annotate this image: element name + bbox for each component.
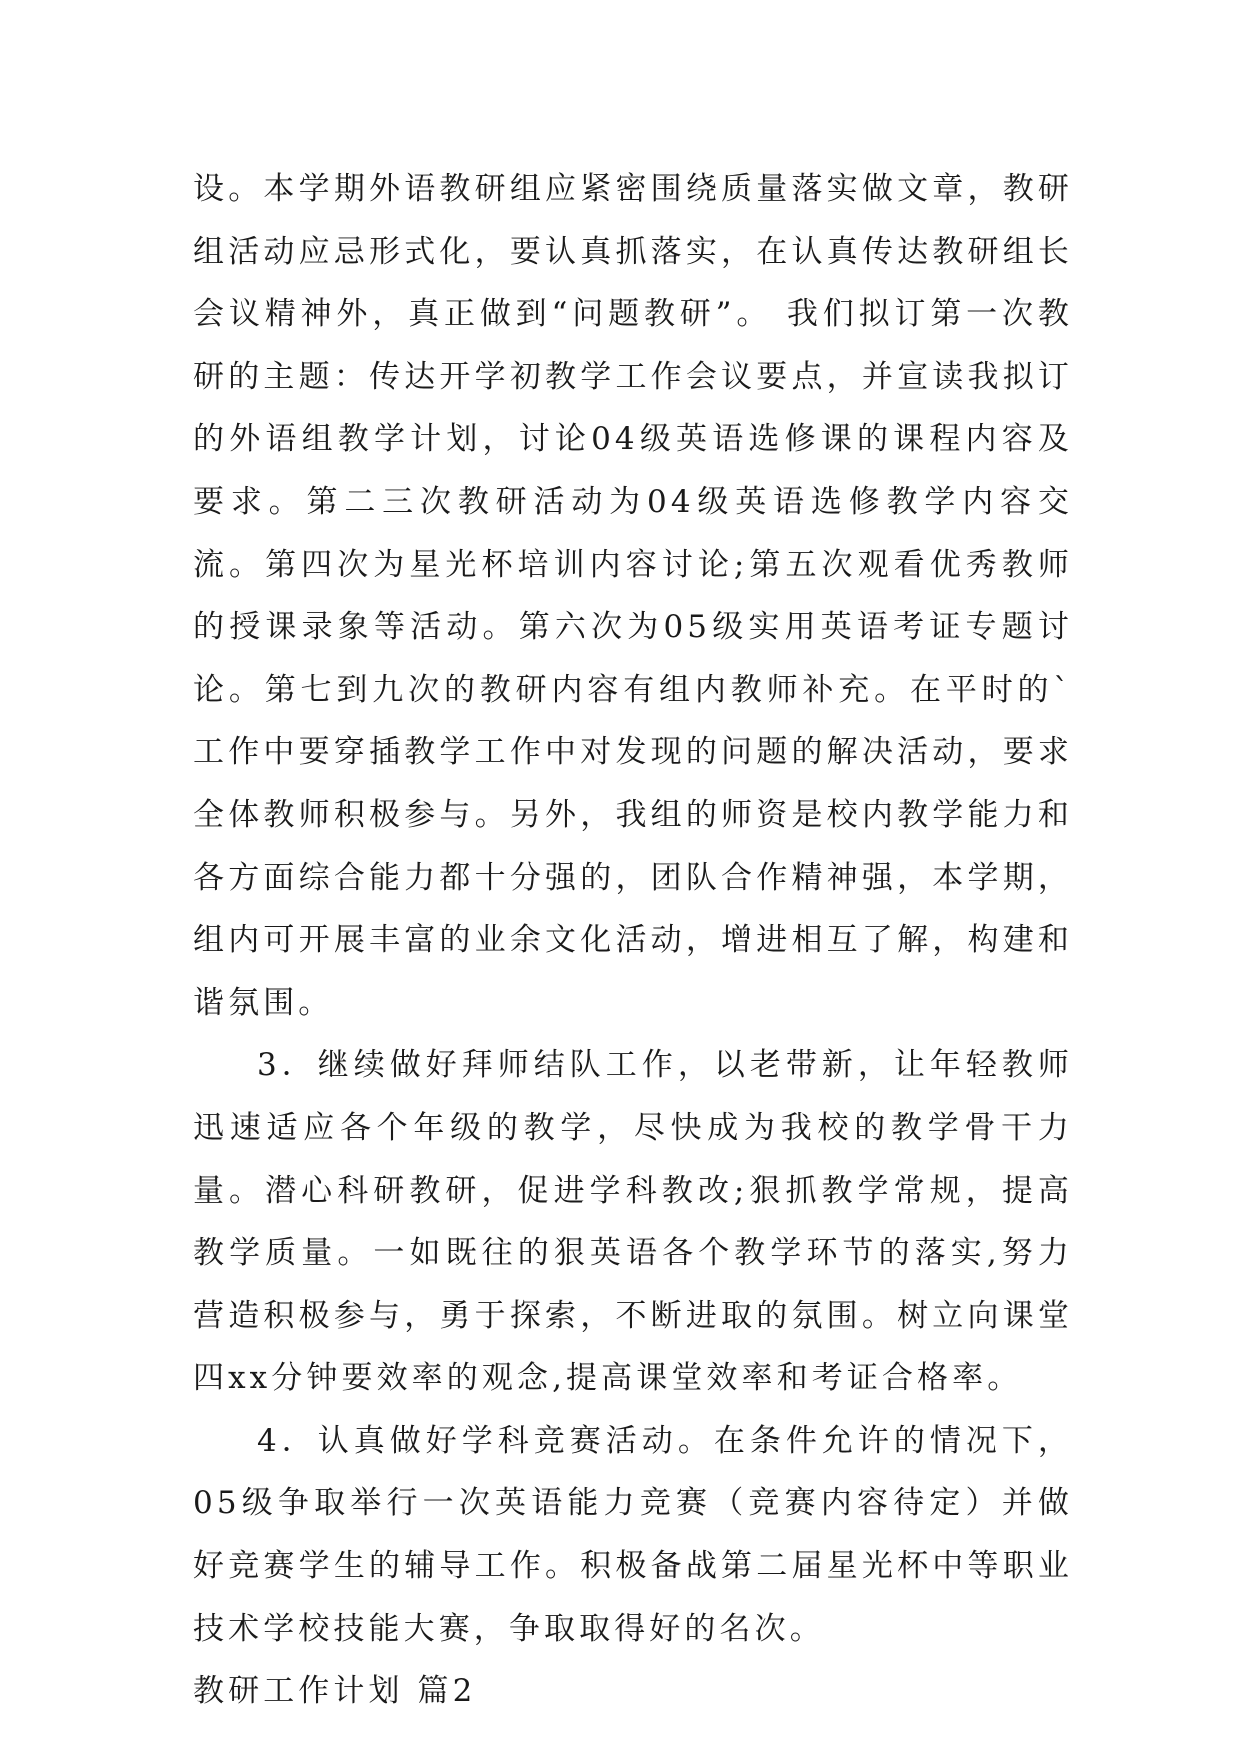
body-paragraph-continued: 设。本学期外语教研组应紧密围绕质量落实做文章，教研组活动应忌形式化，要认真抓落实，在认真传达教研组长会议精神外，真正做到“问题教研”。 我们拟订第一次教研的主题：传达开学初教学工作会议要点，并宣读我拟订的外语组教学计划，讨论04级英语选修课的课程内容及要求。第二三次教研活动为04级英语选修教学内容交流。第四次为星光杯培训内容讨论;第五次观看优秀教师的授课录象等活动。第六次为05级实用英语考证专题讨论。第七到九次的教研内容有组内教师补充。在平时的`工作中要穿插教学工作中对发现的问题的解决活动，要求全体教师积极参与。另外，我组的师资是校内教学能力和各方面综合能力都十分强的，团队合作精神强，本学期，组内可开展丰富的业余文化活动，增进相互了解，构建和谐氛围。 — [193, 171, 1073, 1021]
body-paragraph-item-4: 4．认真做好学科竞赛活动。在条件允许的情况下，05级争取举行一次英语能力竞赛（竞赛内容待定）并做好竞赛学生的辅导工作。积极备战第二届星光杯中等职业技术学校技能大赛，争取取得好的名次。 — [193, 1422, 1073, 1647]
body-paragraph-item-3: 3．继续做好拜师结队工作，以老带新，让年轻教师迅速适应各个年级的教学，尽快成为我校的教学骨干力量。潜心科研教研，促进学科教改;狠抓教学常规，提高教学质量。一如既往的狠英语各个教学环节的落实,努力营造积极参与，勇于探索，不断进取的氛围。树立向课堂四xx分钟要效率的观念,提高课堂效率和考证合格率。 — [193, 1047, 1073, 1397]
document-page — [193, 158, 1073, 1723]
section-heading: 教研工作计划 篇2 — [193, 1673, 477, 1710]
